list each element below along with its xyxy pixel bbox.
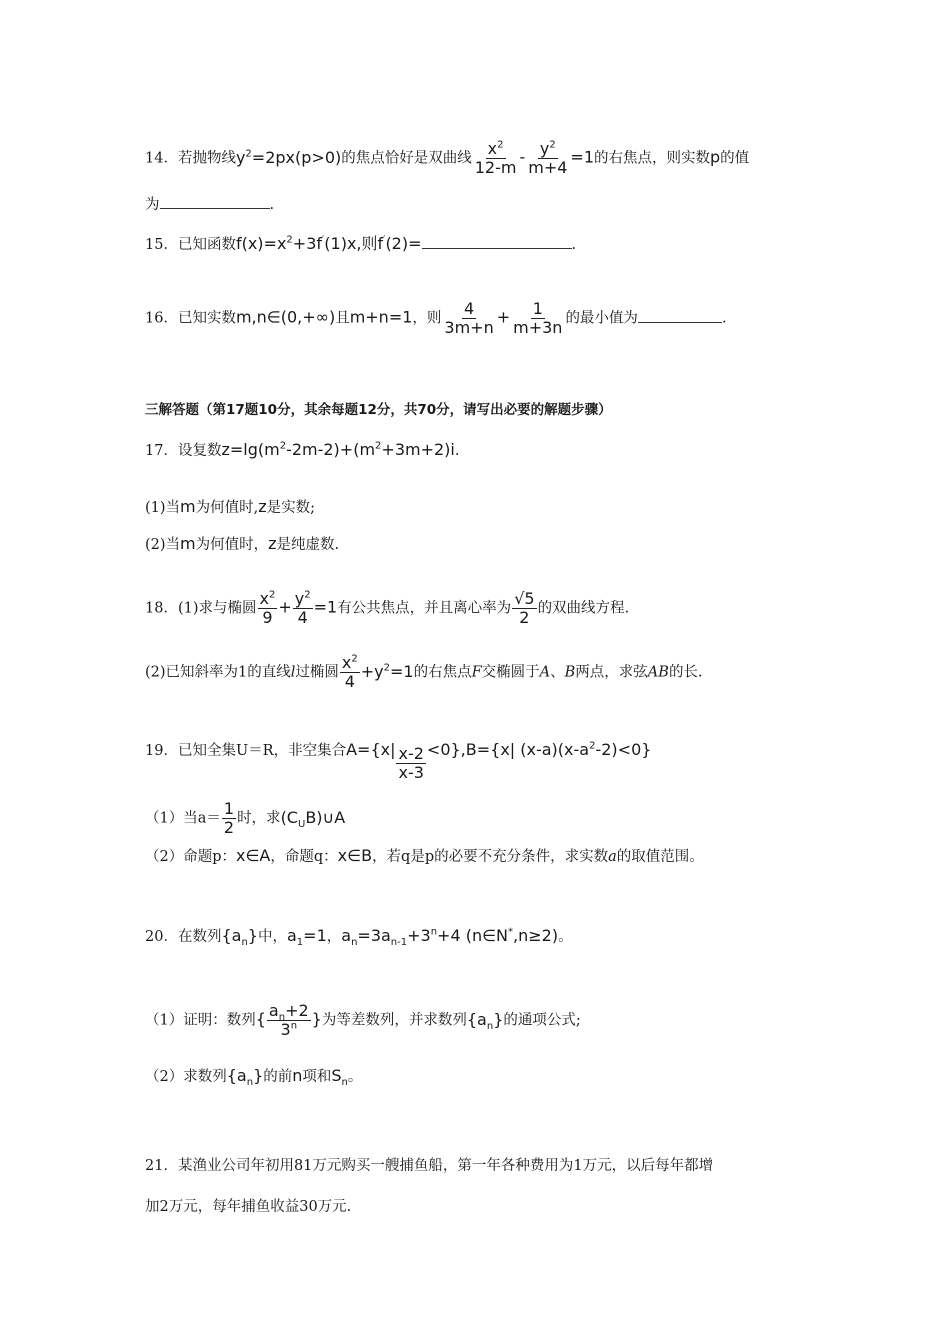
q17-part-2: (2)当m为何值时，z是纯虚数. xyxy=(145,534,340,553)
q18-ellipse-y-term: $\frac{y^2}{4}$ xyxy=(294,589,311,627)
q20-part-1: （1）证明：数列{ $\frac{a_n+2}{3^n}$ }为等差数列，并求数列$\{a_n\}$的通项公式; xyxy=(145,1001,581,1039)
q18-number: 18． xyxy=(145,600,178,617)
q14-fraction-2: $\frac{y^2}{m+4}$ xyxy=(528,139,568,177)
q17-number: 17． xyxy=(145,443,178,459)
q19-number: 19． xyxy=(145,743,178,759)
q16-fraction-1: $\frac{4}{3m+n}$ xyxy=(444,299,494,337)
question-19: 19．已知全集U＝R，非空集合A={x| $\frac{x-2}{x-3}$ <0},B={x| $(x-a)(x-a^2-2)<0$} xyxy=(145,740,652,782)
q16-condition: m,n∈(0,+∞) xyxy=(235,307,336,327)
question-21-line1: 21．某渔业公司年初用81万元购买一艘捕鱼船，第一年各种费用为1万元，以后每年都增 xyxy=(145,1158,714,1174)
q18-ellipse-x-term: $\frac{x^2}{9}$ xyxy=(259,589,276,627)
q19-part-1: （1）当a＝ $\frac{1}{2}$ 时，求$(C_UB)\cup A$ xyxy=(145,799,346,837)
question-18-part-1: 18．(1)求与椭圆 $\frac{x^2}{9}$ + $\frac{y^2}{4}$ =1有公共焦点，并且离心率为 $\frac{√5}{2}$ 的双曲线方程. xyxy=(145,589,630,627)
question-15: 15．已知函数$f(x)=x^2+3f'(1)x$,则f′(2)= . xyxy=(145,234,577,253)
q17-part-1: (1)当m为何值时,z是实数; xyxy=(145,497,316,516)
q20-part-2: （2）求数列$\{a_n\}$的前n项和$S_n$。 xyxy=(145,1066,363,1089)
q14-number: 14． xyxy=(145,150,178,167)
q18-ellipse-2-x-term: $\frac{x^2}{4}$ xyxy=(341,653,358,691)
question-18-part-2: (2)已知斜率为1的直线l过椭圆 $\frac{x^2}{4}$ $+y^2=1$的右焦点F交椭圆于A、B两点，求弦AB的长. xyxy=(145,653,703,691)
q16-fraction-2: $\frac{1}{m+3n}$ xyxy=(513,299,563,337)
q20-recurrence: $a_n=3a_{n-1}+3^n+4$ (n∈N*,n≥2) xyxy=(341,926,559,949)
q14-parabola: $y^2=2px(p>0)$ xyxy=(235,147,342,167)
q14-text: 若抛物线 xyxy=(177,150,236,167)
q20-number: 20． xyxy=(145,929,178,945)
section-3-heading: 三解答题（第17题10分，其余每题12分，共70分，请写出必要的解题步骤） xyxy=(145,402,612,418)
q15-answer-blank[interactable] xyxy=(422,234,572,249)
q14-fraction-1: $\frac{x^2}{12-m}$ xyxy=(474,139,517,177)
question-14-line1: 14．若抛物线$y^2=2px(p>0)$的焦点恰好是双曲线 $\frac{x^2}{12-m}$ - $\frac{y^2}{m+4}$ =1的右焦点，则实数p的值 xyxy=(145,139,750,177)
q19-part-2: （2）命题p：x∈A，命题q：x∈B，若q是p的必要不充分条件，求实数a的取值范围。 xyxy=(145,846,704,865)
question-20: 20．在数列$\{a_n\}$中，$a_1=1$，$a_n=3a_{n-1}+3^n+4$ (n∈N*,n≥2)。 xyxy=(145,926,573,949)
question-14-line2: 为 . xyxy=(145,194,274,215)
q16-answer-blank[interactable] xyxy=(638,308,722,323)
q14-text-3: 的右焦点，则实数 xyxy=(594,150,710,167)
question-17: 17．设复数$z=\lg(m^2-2m-2)+(m^2+3m+2)i$. xyxy=(145,440,460,459)
q19-sets: A={x| $\frac{x-2}{x-3}$ <0},B={x| $(x-a)(x-a^2-2)<0$} xyxy=(346,740,652,782)
q19-half: $\frac{1}{2}$ xyxy=(223,799,235,837)
question-16: 16．已知实数m,n∈(0,+∞)且m+n=1，则 $\frac{4}{3m+n}$ + $\frac{1}{m+3n}$ 的最小值为 . xyxy=(145,299,727,337)
q18-eccentricity: $\frac{√5}{2}$ xyxy=(514,589,535,627)
q15-function: $f(x)=x^2+3f'(1)x$,则f′(2)= xyxy=(235,234,422,253)
q15-number: 15． xyxy=(145,237,178,253)
q14-answer-blank[interactable] xyxy=(160,194,270,209)
q20-sequence-fraction: $\frac{a_n+2}{3^n}$ xyxy=(268,1001,309,1039)
question-21-line2: 加2万元，每年捕鱼收益30万元. xyxy=(145,1199,352,1215)
q14-text-2: 的焦点恰好是双曲线 xyxy=(341,150,472,167)
q17-complex-number: $z=\lg(m^2-2m-2)+(m^2+3m+2)i$ xyxy=(221,440,455,459)
q16-number: 16． xyxy=(145,310,178,327)
